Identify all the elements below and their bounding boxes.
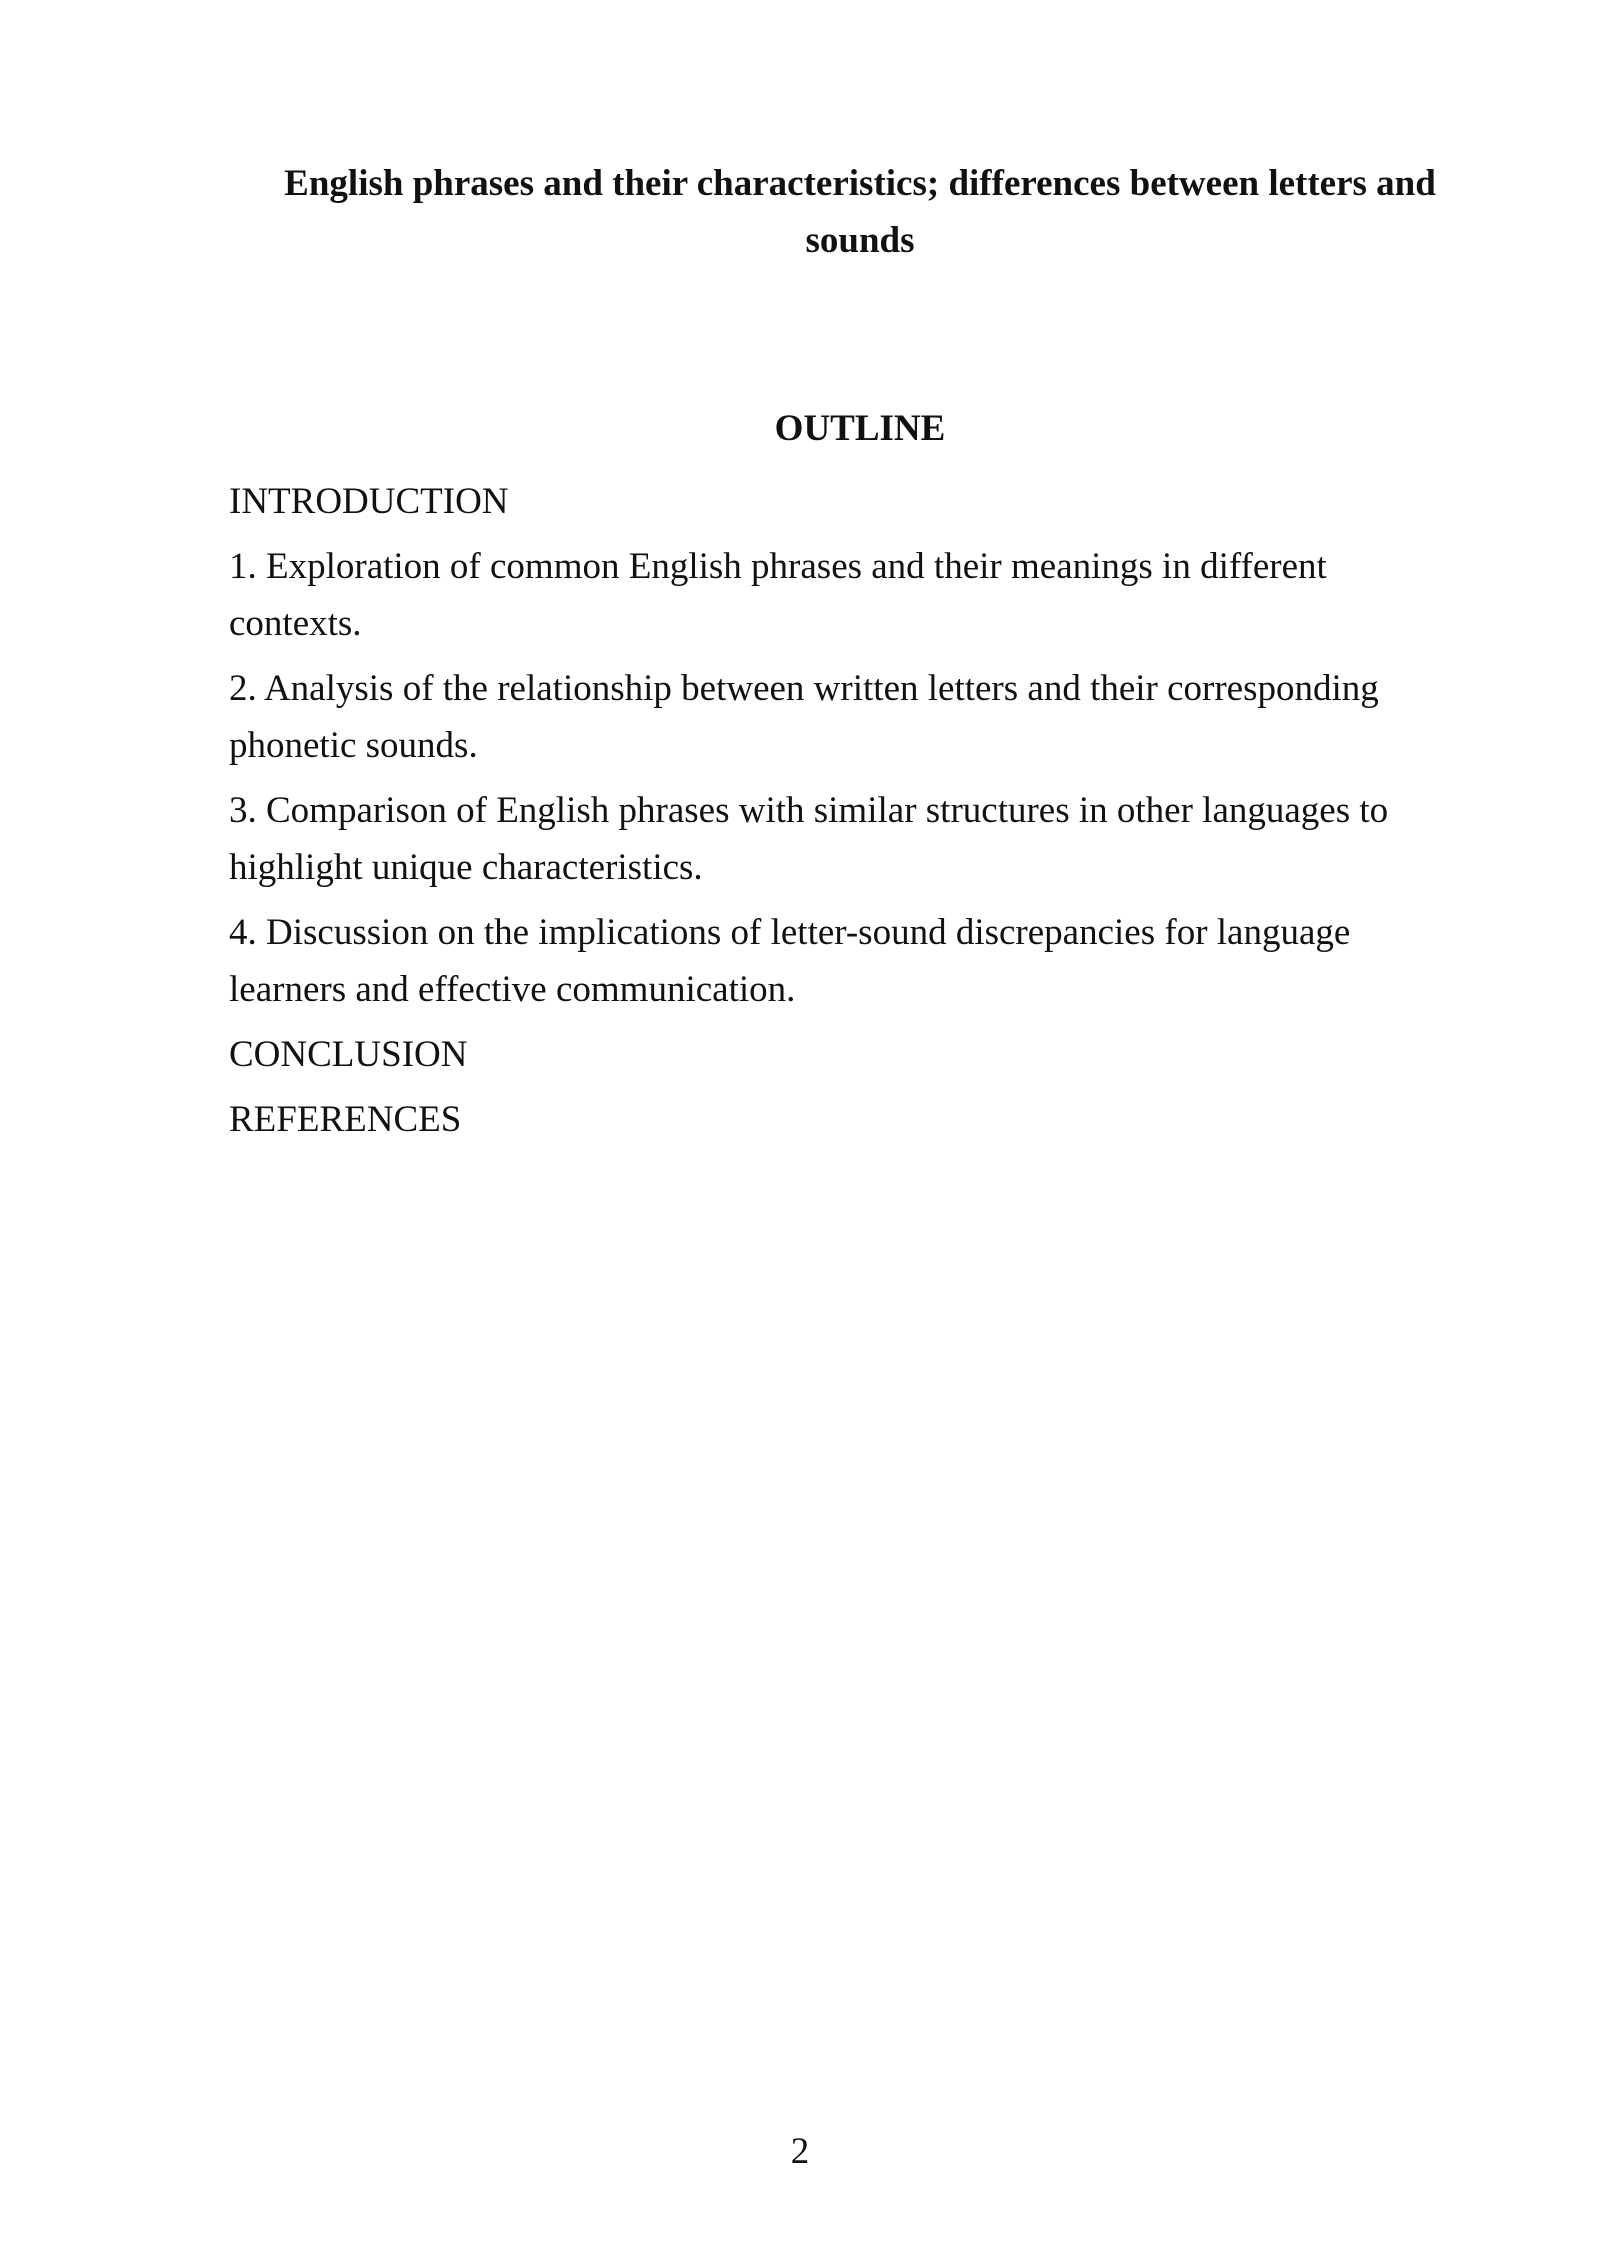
outline-heading: OUTLINE — [774, 408, 946, 449]
outline-item-1: 1. Exploration of common English phrases and their meanings in different contexts. — [229, 546, 1327, 644]
outline-conclusion: CONCLUSION — [229, 1034, 468, 1075]
outline-introduction: INTRODUCTION — [229, 481, 509, 522]
outline-item-3: 3. Comparison of English phrases with similar structures in other languages to highlight unique characteristics. — [229, 790, 1389, 888]
outline-item-4: 4. Discussion on the implications of letter-sound discrepancies for language learners and effective communication. — [229, 912, 1351, 1010]
outline-references: REFERENCES — [229, 1099, 462, 1140]
outline-item-2: 2. Analysis of the relationship between written letters and their corresponding phonetic sounds. — [229, 668, 1379, 766]
page-number: 2 — [790, 2131, 810, 2172]
document-title: English phrases and their characteristics; differences between letters and sounds — [284, 163, 1436, 261]
outline-list — [229, 473, 1459, 1156]
